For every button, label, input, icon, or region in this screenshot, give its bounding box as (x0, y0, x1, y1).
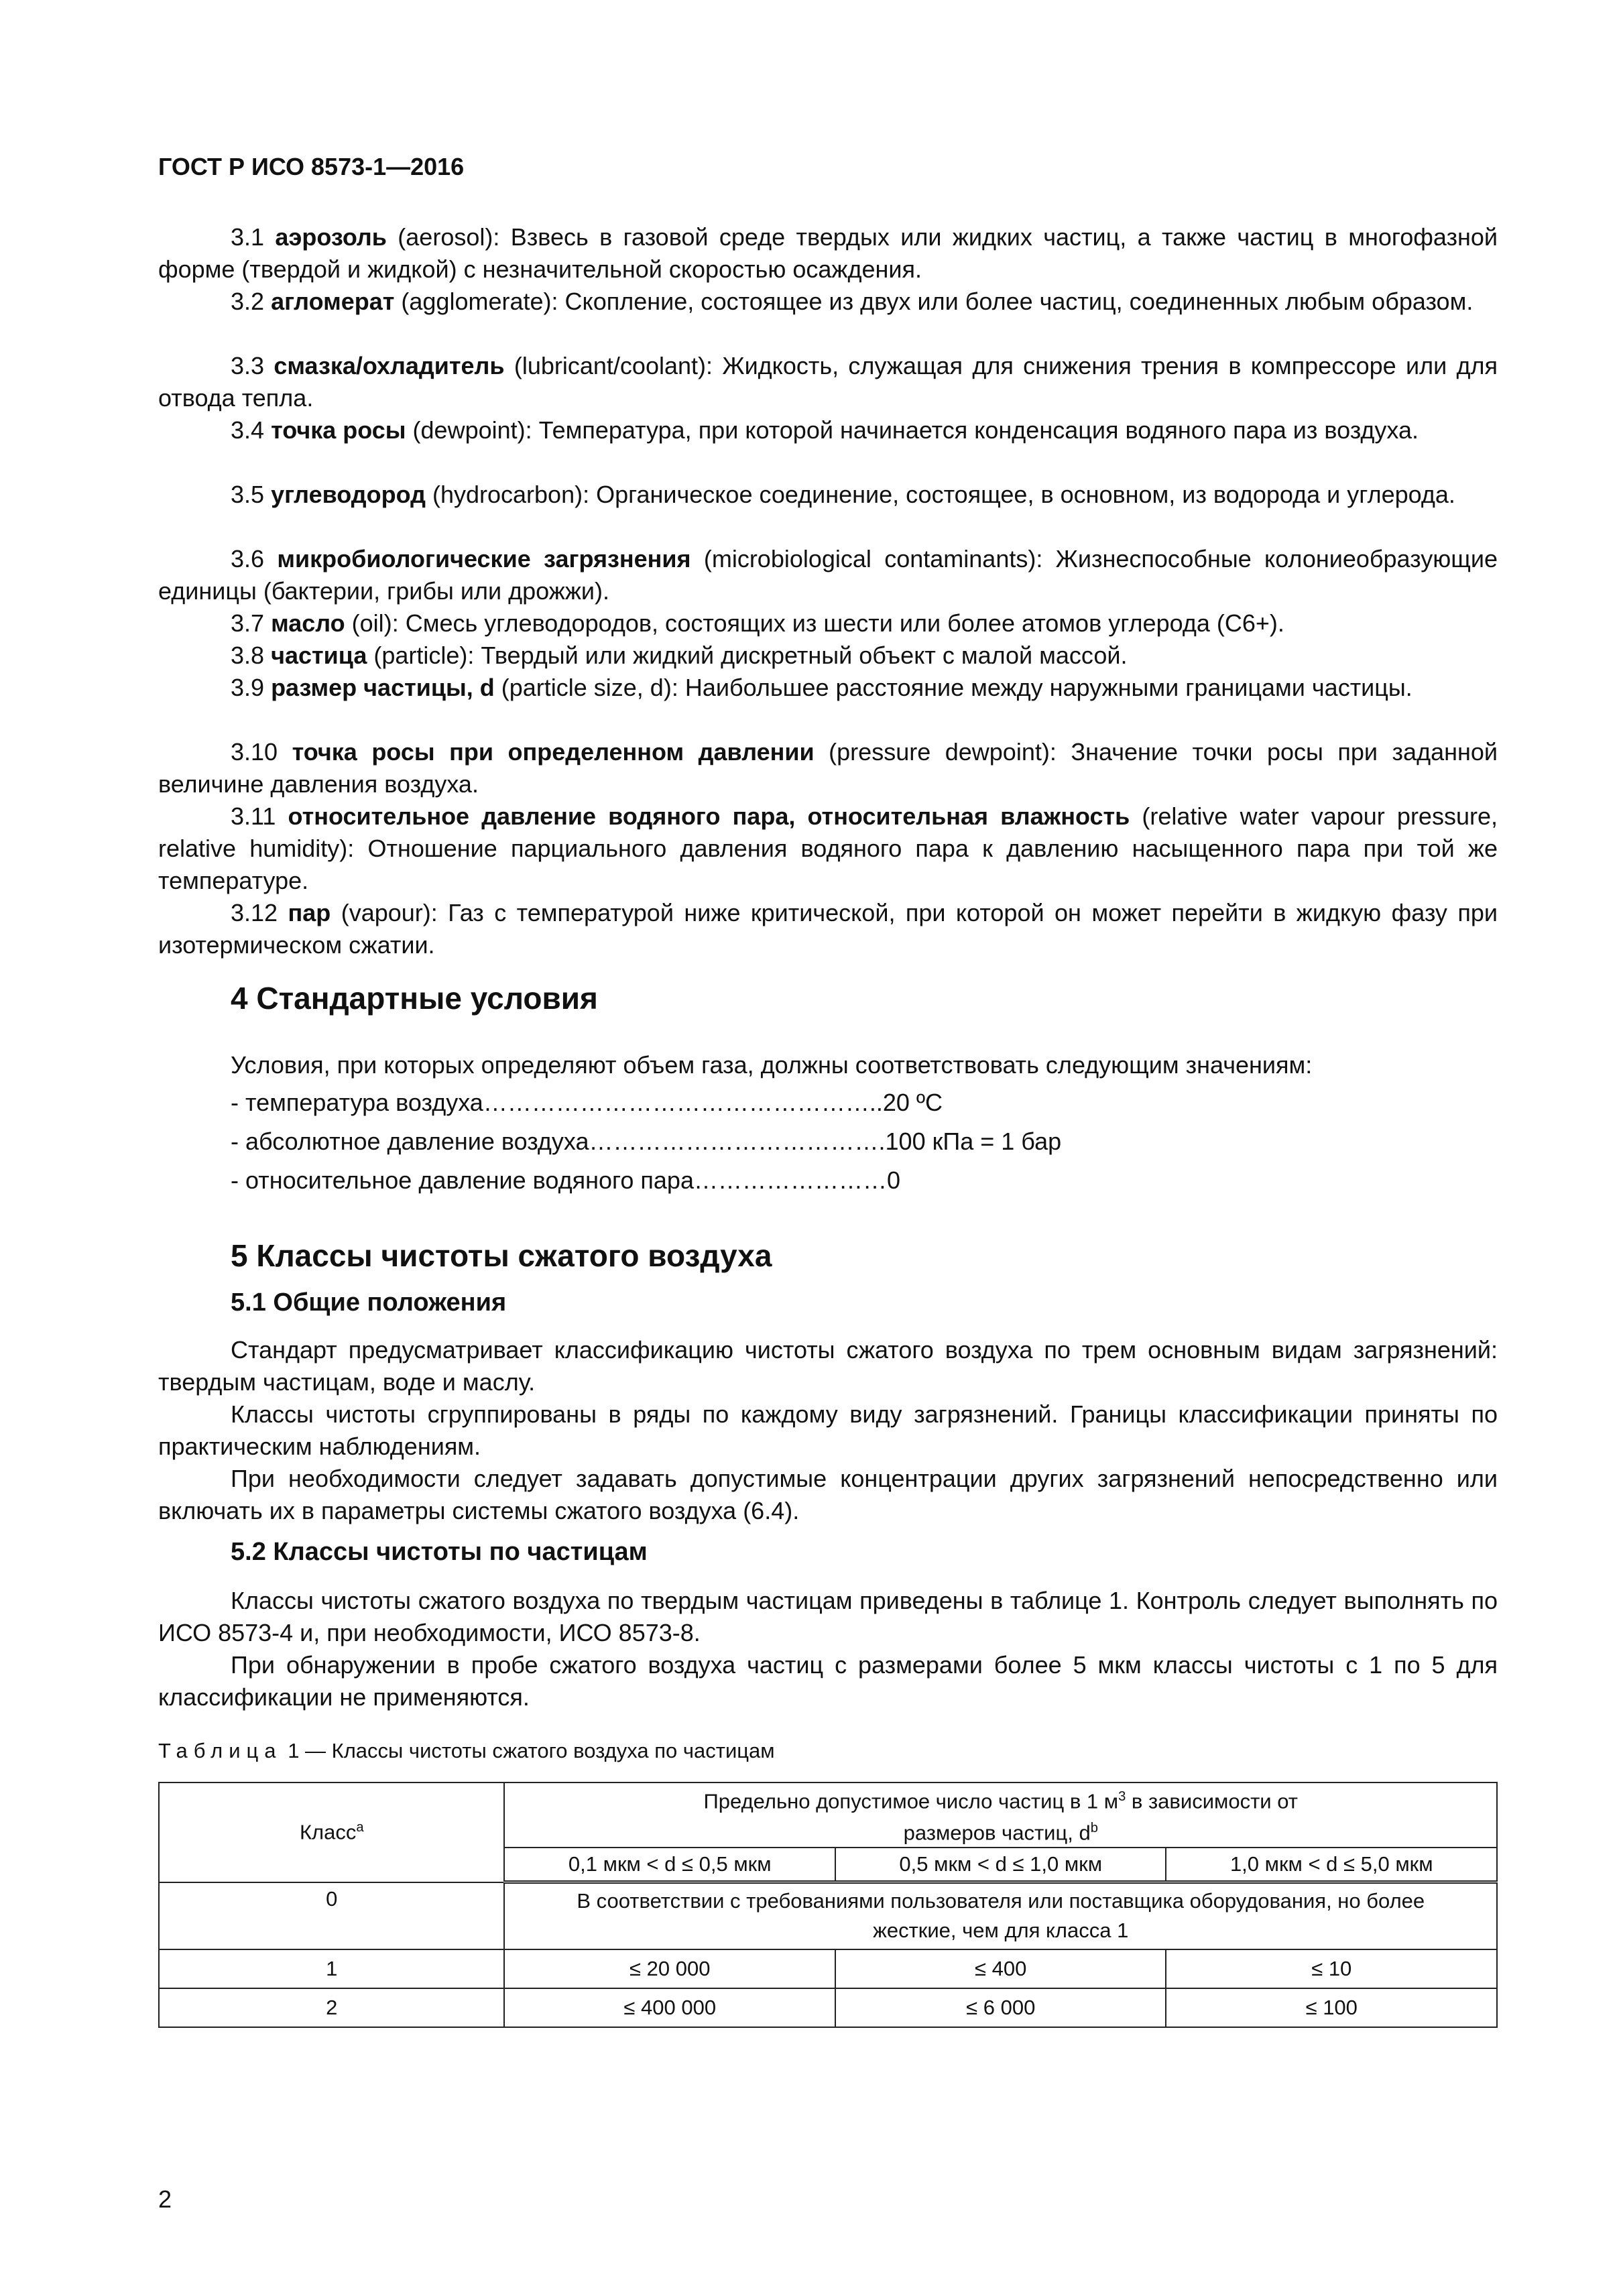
section-5-2-para-2: При обнаружении в пробе сжатого воздуха частиц с размерами более 5 мкм классы чистоты с 1 по 5 для классификации не применяются. (158, 1651, 1498, 1711)
condition-temperature: - температура воздуха…………………………………………..20 ºС (231, 1089, 943, 1116)
table-cell: ≤ 100 (1166, 1988, 1497, 2027)
section-5-heading: 5 Классы чистоты сжатого воздуха (231, 1238, 772, 1273)
definition-3-10: 3.10 точка росы при определенном давлении (pressure dewpoint): Значение точки росы при заданной величине давления воздуха. (158, 738, 1498, 798)
table-row (159, 1949, 1497, 1988)
table-header-range-2: 0,5 мкм < d ≤ 1,0 мкм (835, 1848, 1166, 1882)
table-cell: ≤ 6 000 (835, 1988, 1166, 2027)
table-header-range-3: 1,0 мкм < d ≤ 5,0 мкм (1166, 1848, 1497, 1882)
table-cell: ≤ 400 (835, 1949, 1166, 1988)
definition-3-4: 3.4 точка росы (dewpoint): Температура, при которой начинается конденсация водяного пара из воздуха. (231, 416, 1419, 444)
section-4-heading: 4 Стандартные условия (231, 981, 598, 1016)
definition-3-5: 3.5 углеводород (hydrocarbon): Органическое соединение, состоящее, в основном, из водорода и углерода. (231, 481, 1455, 508)
definition-3-11: 3.11 относительное давление водяного пара, относительная влажность (relative water vapour pressure, relative humidity): Отношение парциального давления водяного пара к давлению насыщенного пара при той же температуре. (158, 802, 1498, 894)
section-5-2-para-1: Классы чистоты сжатого воздуха по твердым частицам приведены в таблице 1. Контроль следует выполнять по ИСО 8573-4 и, при необходимости, ИСО 8573-8. (158, 1587, 1498, 1646)
section-5-2-heading: 5.2 Классы чистоты по частицам (231, 1538, 648, 1566)
page-number: 2 (158, 2185, 172, 2213)
definition-3-3: 3.3 смазка/охладитель (lubricant/coolant): Жидкость, служащая для снижения трения в компрессоре или для отвода тепла. (158, 352, 1498, 412)
table-cell-class: 0 (159, 1882, 504, 1949)
table-header-group: Предельно допустимое число частиц в 1 $м^3$ в зависимости от размеров частиц, $d^b$ (504, 1783, 1497, 1848)
definition-3-8: 3.8 частица (particle): Твердый или жидкий дискретный объект с малой массой. (231, 642, 1128, 669)
definition-3-6: 3.6 микробиологические загрязнения (microbiological contaminants): Жизнеспособные колониеобразующие единицы (бактерии, грибы или дрожжи). (158, 545, 1498, 605)
definition-3-1: 3.1 аэрозоль (aerosol): Взвесь в газовой среде твердых или жидких частиц, а также частиц в многофазной форме (твердой и жидкой) с незначительной скоростью осаждения. (158, 223, 1498, 283)
table-header-class: Класс$^a$ (159, 1783, 504, 1882)
table-cell-class-0-text: В соответствии с требованиями пользователя или поставщика оборудования, но более жесткие, чем для класса 1 (504, 1882, 1497, 1949)
condition-vapour: - относительное давление водяного пара……………………0 (231, 1166, 900, 1194)
definition-3-7: 3.7 масло (oil): Смесь углеводородов, состоящих из шести или более атомов углерода (C6+). (231, 609, 1284, 637)
definition-3-12: 3.12 пар (vapour): Газ с температурой ниже критической, при которой он может перейти в жидкую фазу при изотермическом сжатии. (158, 899, 1498, 959)
section-5-1-para-2: Классы чистоты сгруппированы в ряды по каждому виду загрязнений. Границы классификации приняты по практическим наблюдениям. (158, 1400, 1498, 1460)
section-5-1-para-1: Стандарт предусматривает классификацию чистоты сжатого воздуха по трем основным видам загрязнений: твердым частицам, воде и маслу. (158, 1336, 1498, 1396)
table-cell-class: 2 (159, 1988, 504, 2027)
table-cell-class: 1 (159, 1949, 504, 1988)
table-row (159, 1988, 1497, 2027)
table-caption: Таблица 1 — Классы чистоты сжатого воздуха по частицам (158, 1739, 775, 1762)
document-header: ГОСТ Р ИСО 8573-1—2016 (158, 153, 465, 180)
definition-3-2: 3.2 агломерат (agglomerate): Скопление, состоящее из двух или более частиц, соединенных любым образом. (231, 288, 1474, 315)
table-cell: ≤ 20 000 (504, 1949, 835, 1988)
section-4-intro: Условия, при которых определяют объем газа, должны соответствовать следующим значениям: (231, 1051, 1313, 1079)
table-cell: ≤ 400 000 (504, 1988, 835, 2027)
section-5-1-heading: 5.1 Общие положения (231, 1288, 507, 1317)
definition-3-9: 3.9 размер частицы, d (particle size, d): Наибольшее расстояние между наружными границами частицы. (231, 674, 1412, 701)
table-cell: ≤ 10 (1166, 1949, 1497, 1988)
condition-pressure: - абсолютное давление воздуха……………………………….100 кПа = 1 бар (231, 1128, 1062, 1155)
section-5-1-para-3: При необходимости следует задавать допустимые концентрации других загрязнений непосредственно или включать их в параметры системы сжатого воздуха (6.4). (158, 1465, 1498, 1524)
particle-class-table (158, 1782, 1498, 2028)
table-header-range-1: 0,1 мкм < d ≤ 0,5 мкм (504, 1848, 835, 1882)
